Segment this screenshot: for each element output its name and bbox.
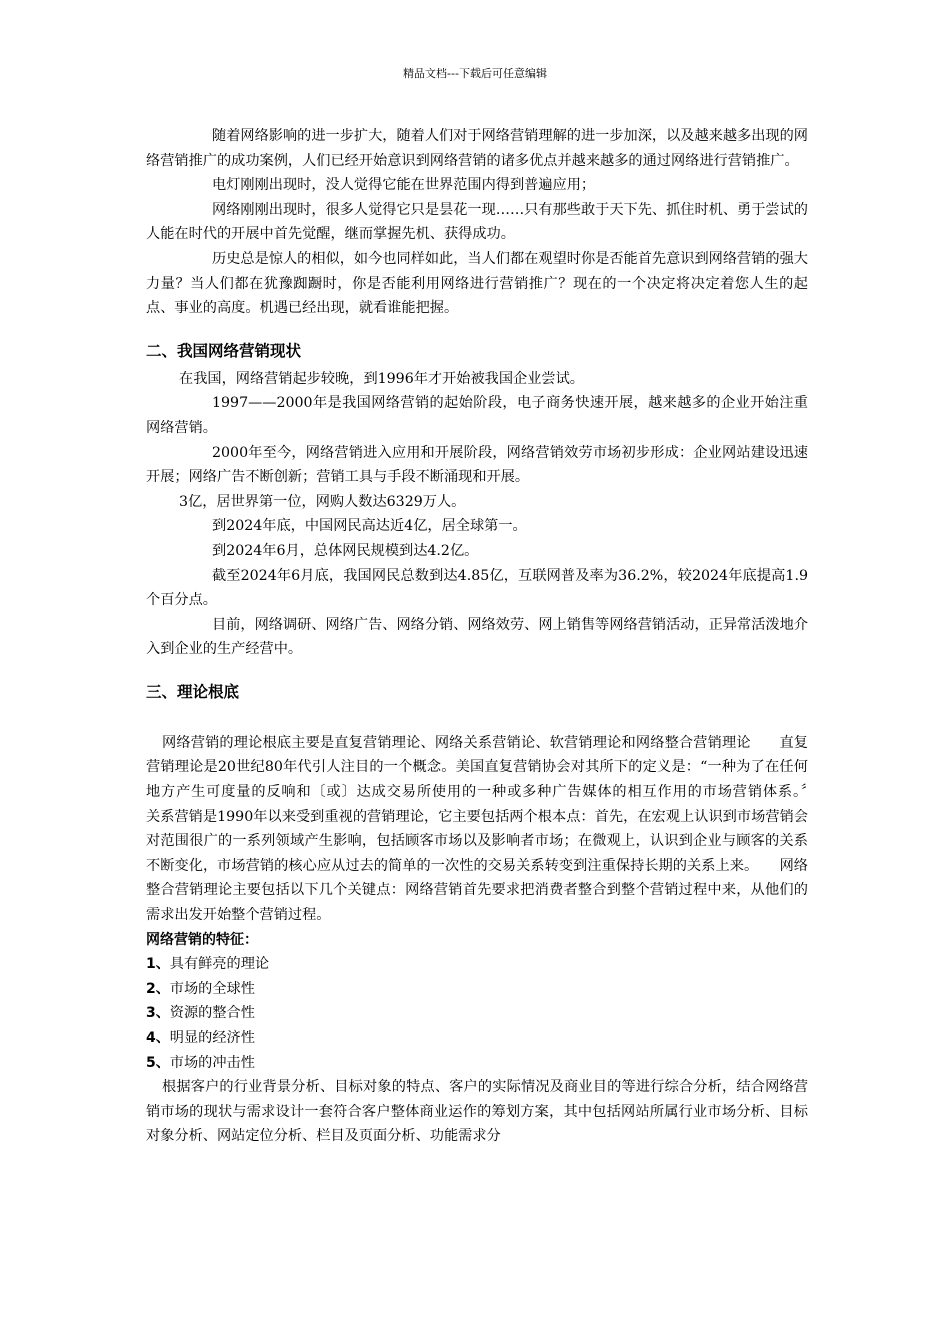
list-item-number: 4、 [146,1030,170,1046]
section-two-paragraph: 到2024年底，中国网民高达近4亿，居全球第一。 [212,518,527,535]
list-item [146,1026,808,1051]
list-item-text: 具有鲜亮的理论 [169,956,270,973]
list-item-number: 5、 [146,1054,170,1071]
section-two-paragraph: 目前，网络调研、网络广告、网络分销、网络效劳、网上销售等网络营销活动，正异常活泼地介入到企业的生产经营中。 [146,616,808,658]
intro-section [146,124,808,321]
section-two-paragraph: 截至2024年6月底，我国网民总数到达4.85亿，互联网普及率为36.2%，较2024年底提高1.9个百分点。 [146,567,808,609]
list-item-text: 市场的全球性 [169,980,255,997]
intro-paragraph: 历史总是惊人的相似，如今也同样如此，当人们都在观望时你是否能首先意识到网络营销的强大力量？当人们都在犹豫踟蹰时，你是否能利用网络进行营销推广？现在的一个决定将决定着您人生的起点、事业的高度。机遇已经出现，就看谁能把握。 [146,250,808,317]
section-three [146,680,837,1149]
section-two-paragraph: 2000年至今，网络营销进入应用和开展阶段，网络营销效劳市场初步形成：企业网站建设迅速开展；网络广告不断创新；营销工具与手段不断涌现和开展。 [146,444,808,486]
list-item [146,977,808,1002]
features-label: 网络营销的特征： [146,931,258,948]
closing-paragraph: 根据客户的行业背景分析、目标对象的特点、客户的实际情况及商业目的等进行综合分析，结合网络营销市场的现状与需求设计一套符合客户整体商业运作的筹划方案，其中包括网站所属行业市场分析、目标对象分析、网站定位分析、栏目及页面分析、功能需求分 [146,1079,808,1145]
list-item-number: 2、 [146,980,170,997]
list-item-number: 3、 [146,1005,170,1022]
features-list [146,952,808,1075]
list-item-text: 资源的整合性 [169,1005,255,1022]
list-item [146,1051,808,1076]
list-item-text: 市场的冲击性 [169,1054,255,1071]
section-two-paragraph: 到2024年6月，总体网民规模到达4.2亿。 [212,542,479,559]
section-two-paragraph: 1997——2000年是我国网络营销的起始阶段，电子商务快速开展，越来越多的企业开始注重网络营销。 [146,395,808,436]
page-header: 精品文档---下载后可任意编辑 [403,67,547,80]
intro-paragraph: 电灯刚刚出现时，没人觉得它能在世界范围内得到普遍应用； [212,177,596,194]
list-item [146,952,808,977]
section-three-heading: 三、理论根底 [146,682,240,701]
list-item [146,1001,808,1026]
document-body [146,124,837,1149]
list-item-text: 明显的经济性 [169,1030,255,1046]
intro-paragraph: 网络刚刚出现时，很多人觉得它只是昙花一现……只有那些敢于天下先、抓住时机、勇于尝试的人能在时代的开展中首先觉醒，继而掌握先机、获得成功。 [146,201,808,243]
list-item-number: 1、 [146,956,170,973]
theory-paragraph: 网络营销的理论根底主要是直复营销理论、网络关系营销论、软营销理论和网络整合营销理论 直复营销理论是20世纪80年代引人注目的一个概念。美国直复营销协会对其所下的定义是：“一种为了在任何地方产生可度量的反响和〔或〕达成交易所使用的一种或多种广告媒体的相互作用的市场营销体系。〞 关系营销是1990年以来受到重视的营销理论，它主要包括两个根本点：首先，在宏观上认识到市场营销会对范围很广的一系列领域产生影响，包括顾客市场以及影响者市场；在微观上，认识到企业与顾客的关系不断变化，市场营销的核心应从过去的简单的一次性的交易关系转变到注重保持长期的关系上来。 网络整合营销理论主要包括以下几个关键点：网络营销首先要求把消费者整合到整个营销过程中来，从他们的需求出发开始整个营销过程。 [146,734,837,924]
section-two-paragraph: 在我国，网络营销起步较晚，到1996年才开始被我国企业尝试。 [179,370,584,387]
section-two-paragraph: 3亿，居世界第一位，网购人数达6329万人。 [179,493,466,510]
section-two [146,339,808,662]
section-two-heading: 二、我国网络营销现状 [146,341,302,360]
intro-paragraph: 随着网络影响的进一步扩大，随着人们对于网络营销理解的进一步加深，以及越来越多出现的网络营销推广的成功案例，人们已经开始意识到网络营销的诸多优点并越来越多的通过网络进行营销推广。 [146,128,808,169]
